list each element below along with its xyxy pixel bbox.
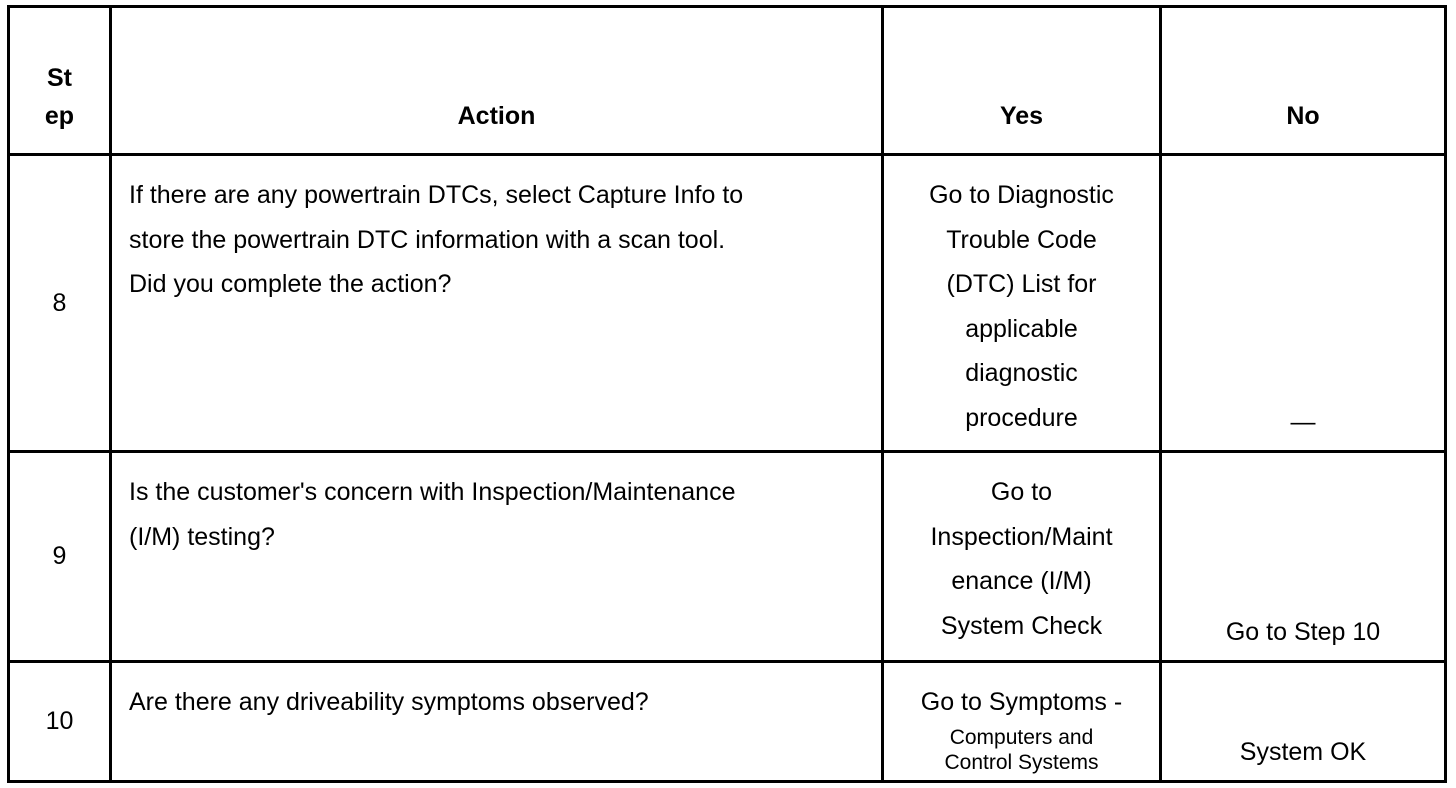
step-header-line1: St [47, 64, 72, 92]
step-number: 10 [9, 662, 111, 782]
table-row [9, 662, 1446, 782]
step-number: 8 [9, 155, 111, 452]
yes-cell [883, 155, 1161, 452]
action-cell [111, 662, 883, 782]
action-header: Action [111, 7, 883, 155]
yes-small-line: Control Systems [944, 750, 1099, 774]
action-line: Did you complete the action? [129, 270, 452, 298]
yes-cell [883, 662, 1161, 782]
action-line: Is the customer's concern with Inspection/Maintenance [129, 478, 736, 506]
action-cell [111, 155, 883, 452]
step-header [9, 7, 111, 155]
yes-cell [883, 452, 1161, 662]
yes-small-line: Computers and [949, 725, 1094, 749]
yes-line: (DTC) List for [946, 270, 1097, 298]
no-cell: System OK [1161, 662, 1446, 782]
table-row [9, 155, 1446, 452]
table-row [9, 452, 1446, 662]
yes-line: procedure [965, 403, 1078, 432]
yes-line: Go to [990, 478, 1053, 506]
step-header-line2: ep [44, 102, 75, 130]
yes-line: diagnostic [965, 359, 1078, 387]
no-cell: Go to Step 10 [1161, 452, 1446, 662]
action-line: If there are any powertrain DTCs, select Capture Info to [129, 181, 744, 209]
yes-line: System Check [940, 611, 1103, 640]
action-line: Are there any driveability symptoms observed? [129, 688, 649, 716]
yes-header: Yes [883, 7, 1161, 155]
yes-line: applicable [965, 314, 1078, 343]
diagnostic-table [7, 5, 1447, 783]
no-header: No [1161, 7, 1446, 155]
action-line: store the powertrain DTC information with a scan tool. [129, 225, 726, 254]
header-row [9, 7, 1446, 155]
step-number: 9 [9, 452, 111, 662]
no-cell: — [1161, 155, 1446, 452]
yes-line: enance (I/M) [951, 567, 1092, 595]
action-line: (I/M) testing? [129, 522, 275, 551]
yes-line: Go to Symptoms - [920, 688, 1123, 716]
yes-line: Inspection/Maint [930, 522, 1113, 551]
action-cell [111, 452, 883, 662]
yes-line: Go to Diagnostic [929, 181, 1114, 209]
yes-line: Trouble Code [946, 225, 1097, 254]
